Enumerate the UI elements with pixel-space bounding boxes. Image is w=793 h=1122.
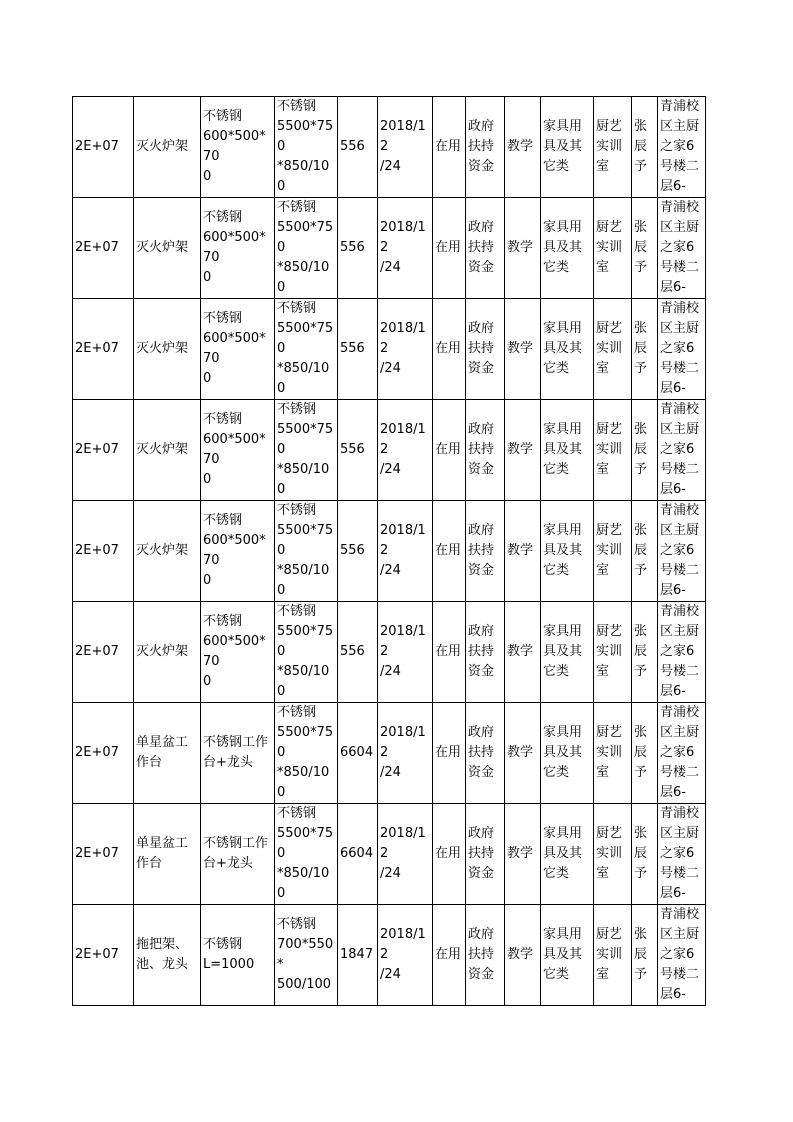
cell-status: 在用 [433, 299, 466, 400]
cell-name: 灭火炉架 [134, 602, 201, 703]
asset-table-body [73, 97, 706, 1006]
cell-person: 张 辰 予 [632, 703, 658, 804]
cell-category: 家具用 具及其 它类 [541, 501, 594, 602]
cell-name: 单星盆工 作台 [134, 703, 201, 804]
cell-status: 在用 [433, 501, 466, 602]
cell-spec: 不锈钢 5500*750 *850/100 [275, 97, 338, 198]
cell-source: 政府 扶持 资金 [466, 299, 505, 400]
cell-dept: 厨艺 实训 室 [594, 400, 632, 501]
cell-status: 在用 [433, 400, 466, 501]
table-row [73, 703, 706, 804]
cell-person: 张 辰 予 [632, 97, 658, 198]
cell-date: 2018/12 /24 [378, 400, 433, 501]
cell-material: 不锈钢 600*500*70 0 [201, 97, 275, 198]
cell-source: 政府 扶持 资金 [466, 198, 505, 299]
cell-spec: 不锈钢 5500*750 *850/100 [275, 198, 338, 299]
cell-category: 家具用 具及其 它类 [541, 400, 594, 501]
asset-table [72, 96, 706, 1006]
cell-source: 政府 扶持 资金 [466, 400, 505, 501]
cell-person: 张 辰 予 [632, 905, 658, 1006]
cell-id: 2E+07 [73, 905, 134, 1006]
cell-id: 2E+07 [73, 602, 134, 703]
cell-usage: 教学 [505, 602, 541, 703]
cell-price: 556 [338, 97, 378, 198]
cell-source: 政府 扶持 资金 [466, 602, 505, 703]
cell-price: 556 [338, 400, 378, 501]
cell-source: 政府 扶持 资金 [466, 905, 505, 1006]
cell-category: 家具用 具及其 它类 [541, 703, 594, 804]
cell-person: 张 辰 予 [632, 804, 658, 905]
cell-usage: 教学 [505, 905, 541, 1006]
cell-name: 灭火炉架 [134, 400, 201, 501]
cell-date: 2018/12 /24 [378, 602, 433, 703]
cell-usage: 教学 [505, 97, 541, 198]
cell-price: 6604 [338, 804, 378, 905]
cell-location: 青浦校 区主厨 之家6 号楼二 层6- [658, 501, 706, 602]
table-row [73, 501, 706, 602]
cell-price: 556 [338, 602, 378, 703]
table-row [73, 602, 706, 703]
cell-usage: 教学 [505, 501, 541, 602]
cell-price: 556 [338, 299, 378, 400]
cell-id: 2E+07 [73, 198, 134, 299]
cell-category: 家具用 具及其 它类 [541, 804, 594, 905]
cell-location: 青浦校 区主厨 之家6 号楼二 层6- [658, 400, 706, 501]
cell-name: 灭火炉架 [134, 97, 201, 198]
cell-material: 不锈钢工作 台+龙头 [201, 804, 275, 905]
cell-category: 家具用 具及其 它类 [541, 602, 594, 703]
cell-id: 2E+07 [73, 703, 134, 804]
cell-usage: 教学 [505, 703, 541, 804]
cell-price: 556 [338, 501, 378, 602]
table-row [73, 97, 706, 198]
cell-name: 单星盆工 作台 [134, 804, 201, 905]
cell-spec: 不锈钢 5500*750 *850/100 [275, 602, 338, 703]
table-row [73, 804, 706, 905]
cell-person: 张 辰 予 [632, 198, 658, 299]
cell-person: 张 辰 予 [632, 299, 658, 400]
cell-dept: 厨艺 实训 室 [594, 198, 632, 299]
cell-spec: 不锈钢 5500*750 *850/100 [275, 400, 338, 501]
cell-status: 在用 [433, 602, 466, 703]
cell-material: 不锈钢工作 台+龙头 [201, 703, 275, 804]
cell-category: 家具用 具及其 它类 [541, 97, 594, 198]
cell-name: 拖把架、 池、龙头 [134, 905, 201, 1006]
cell-name: 灭火炉架 [134, 501, 201, 602]
table-row [73, 905, 706, 1006]
cell-date: 2018/12 /24 [378, 501, 433, 602]
cell-source: 政府 扶持 资金 [466, 804, 505, 905]
cell-material: 不锈钢 600*500*70 0 [201, 198, 275, 299]
cell-date: 2018/12 /24 [378, 703, 433, 804]
cell-person: 张 辰 予 [632, 501, 658, 602]
cell-status: 在用 [433, 804, 466, 905]
cell-person: 张 辰 予 [632, 602, 658, 703]
cell-date: 2018/12 /24 [378, 804, 433, 905]
cell-id: 2E+07 [73, 501, 134, 602]
cell-location: 青浦校 区主厨 之家6 号楼二 层6- [658, 703, 706, 804]
cell-location: 青浦校 区主厨 之家6 号楼二 层6- [658, 97, 706, 198]
cell-usage: 教学 [505, 804, 541, 905]
cell-price: 6604 [338, 703, 378, 804]
cell-dept: 厨艺 实训 室 [594, 501, 632, 602]
cell-dept: 厨艺 实训 室 [594, 97, 632, 198]
table-row [73, 400, 706, 501]
cell-person: 张 辰 予 [632, 400, 658, 501]
cell-location: 青浦校 区主厨 之家6 号楼二 层6- [658, 804, 706, 905]
cell-category: 家具用 具及其 它类 [541, 299, 594, 400]
cell-id: 2E+07 [73, 804, 134, 905]
cell-price: 1847 [338, 905, 378, 1006]
cell-dept: 厨艺 实训 室 [594, 299, 632, 400]
cell-spec: 不锈钢 5500*750 *850/100 [275, 501, 338, 602]
cell-id: 2E+07 [73, 97, 134, 198]
cell-date: 2018/12 /24 [378, 905, 433, 1006]
cell-status: 在用 [433, 97, 466, 198]
cell-date: 2018/12 /24 [378, 97, 433, 198]
cell-dept: 厨艺 实训 室 [594, 703, 632, 804]
cell-spec: 不锈钢 5500*750 *850/100 [275, 804, 338, 905]
cell-location: 青浦校 区主厨 之家6 号楼二 层6- [658, 299, 706, 400]
cell-source: 政府 扶持 资金 [466, 501, 505, 602]
cell-spec: 不锈钢 5500*750 *850/100 [275, 299, 338, 400]
cell-category: 家具用 具及其 它类 [541, 198, 594, 299]
cell-id: 2E+07 [73, 400, 134, 501]
table-row [73, 198, 706, 299]
cell-material: 不锈钢 L=1000 [201, 905, 275, 1006]
cell-id: 2E+07 [73, 299, 134, 400]
cell-dept: 厨艺 实训 室 [594, 602, 632, 703]
cell-price: 556 [338, 198, 378, 299]
cell-date: 2018/12 /24 [378, 198, 433, 299]
cell-status: 在用 [433, 198, 466, 299]
cell-usage: 教学 [505, 299, 541, 400]
cell-material: 不锈钢 600*500*70 0 [201, 501, 275, 602]
cell-status: 在用 [433, 905, 466, 1006]
cell-spec: 不锈钢 5500*750 *850/100 [275, 703, 338, 804]
cell-dept: 厨艺 实训 室 [594, 905, 632, 1006]
cell-name: 灭火炉架 [134, 198, 201, 299]
cell-source: 政府 扶持 资金 [466, 97, 505, 198]
cell-location: 青浦校 区主厨 之家6 号楼二 层6- [658, 905, 706, 1006]
cell-material: 不锈钢 600*500*70 0 [201, 400, 275, 501]
cell-location: 青浦校 区主厨 之家6 号楼二 层6- [658, 602, 706, 703]
cell-date: 2018/12 /24 [378, 299, 433, 400]
cell-source: 政府 扶持 资金 [466, 703, 505, 804]
cell-material: 不锈钢 600*500*70 0 [201, 299, 275, 400]
cell-usage: 教学 [505, 198, 541, 299]
cell-status: 在用 [433, 703, 466, 804]
cell-dept: 厨艺 实训 室 [594, 804, 632, 905]
cell-location: 青浦校 区主厨 之家6 号楼二 层6- [658, 198, 706, 299]
table-row [73, 299, 706, 400]
cell-usage: 教学 [505, 400, 541, 501]
cell-category: 家具用 具及其 它类 [541, 905, 594, 1006]
cell-name: 灭火炉架 [134, 299, 201, 400]
cell-spec: 不锈钢 700*550* 500/100 [275, 905, 338, 1006]
cell-material: 不锈钢 600*500*70 0 [201, 602, 275, 703]
